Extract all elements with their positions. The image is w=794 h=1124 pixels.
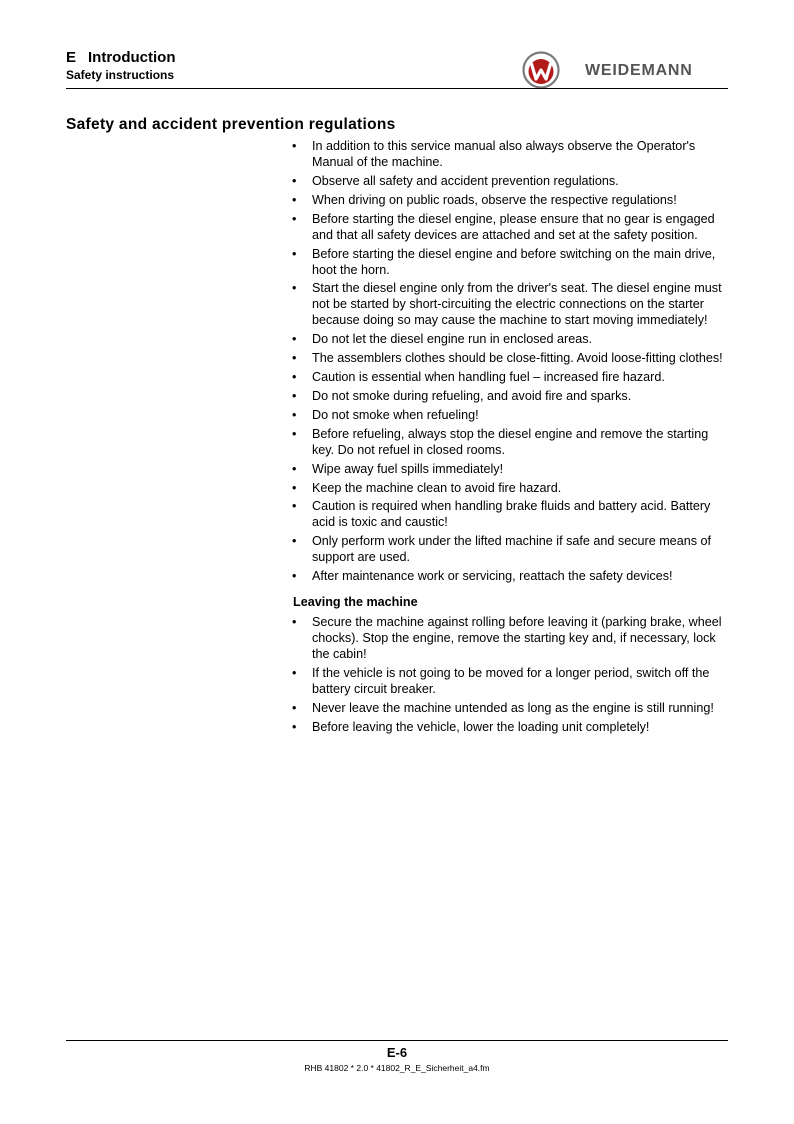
list-item-text: Do not smoke when refueling!	[312, 407, 479, 422]
list-item-text: After maintenance work or servicing, reattach the safety devices!	[312, 569, 673, 584]
list-item	[291, 461, 731, 477]
page-number: E-6	[386, 1045, 408, 1060]
list-item	[291, 407, 731, 423]
list-item	[291, 614, 731, 662]
list-item-text: Before starting the diesel engine and before switching on the main drive, hoot the horn.	[312, 246, 716, 277]
list-item-text: Only perform work under the lifted machine if safe and secure means of support are used.	[312, 534, 711, 565]
bullet-icon: •	[292, 173, 297, 188]
bullet-icon: •	[292, 281, 297, 296]
bullet-icon: •	[292, 701, 297, 716]
list-item-text: Before refueling, always stop the diesel engine and remove the starting key. Do not refuel in closed rooms.	[312, 426, 709, 457]
list-item-text: Observe all safety and accident prevention regulations.	[312, 173, 619, 188]
list-item	[291, 369, 731, 385]
list-item	[291, 350, 731, 366]
list-item	[291, 568, 731, 584]
list-item-text: When driving on public roads, observe the respective regulations!	[312, 192, 677, 207]
footer-divider	[66, 1040, 728, 1041]
list-item-text: Before leaving the vehicle, lower the loading unit completely!	[312, 719, 650, 734]
bullet-icon: •	[292, 246, 297, 261]
list-item-text: The assemblers clothes should be close-fitting. Avoid loose-fitting clothes!	[312, 351, 723, 366]
bullet-icon: •	[292, 461, 297, 476]
bullet-icon: •	[292, 534, 297, 549]
list-item	[291, 246, 731, 278]
chapter-name: Introduction	[88, 49, 176, 66]
bullet-icon: •	[292, 192, 297, 207]
chapter-title	[66, 49, 175, 66]
bullet-icon: •	[292, 666, 297, 681]
list-item	[291, 498, 731, 530]
content-column	[291, 138, 731, 738]
bullet-icon: •	[292, 499, 297, 514]
bullet-icon: •	[292, 615, 297, 630]
list-item	[291, 173, 731, 189]
list-item	[291, 280, 731, 328]
list-item	[291, 211, 731, 243]
section-title: Safety instructions	[66, 68, 175, 82]
safety-list	[291, 138, 731, 584]
bullet-icon: •	[292, 332, 297, 347]
list-item-text: If the vehicle is not going to be moved for a longer period, switch off the battery circuit breaker.	[312, 666, 710, 697]
leaving-machine-heading: Leaving the machine	[293, 595, 418, 610]
page-heading: Safety and accident prevention regulations	[66, 116, 396, 133]
bullet-icon: •	[292, 351, 297, 366]
list-item	[291, 426, 731, 458]
bullet-icon: •	[292, 211, 297, 226]
bullet-icon: •	[292, 569, 297, 584]
list-item-text: Do not let the diesel engine run in enclosed areas.	[312, 332, 593, 347]
weidemann-w-logo-icon	[522, 51, 560, 89]
bullet-icon: •	[292, 480, 297, 495]
list-item-text: Wipe away fuel spills immediately!	[312, 461, 504, 476]
list-item-text: Caution is essential when handling fuel – increased fire hazard.	[312, 370, 665, 385]
logo-wordmark: WEIDEMANN	[585, 62, 693, 79]
list-item-text: Caution is required when handling brake fluids and battery acid. Battery acid is toxic and caustic!	[312, 499, 711, 530]
list-item	[291, 138, 731, 170]
list-item-text: Never leave the machine untended as long as the engine is still running!	[312, 701, 714, 716]
list-item-text: Keep the machine clean to avoid fire hazard.	[312, 480, 562, 495]
bullet-icon: •	[292, 407, 297, 422]
list-item-text: Secure the machine against rolling before leaving it (parking brake, wheel chocks). Stop the engine, remove the starting key and, if necessary, lock the cabin!	[312, 615, 722, 662]
document-reference: RHB 41802 * 2.0 * 41802_R_E_Sicherheit_a4.fm	[304, 1063, 490, 1073]
bullet-icon: •	[292, 139, 297, 153]
list-item	[291, 700, 731, 716]
list-item	[291, 533, 731, 565]
list-item	[291, 480, 731, 496]
list-item-text: In addition to this service manual also always observe the Operator's Manual of the machine.	[312, 139, 696, 169]
list-item-text: Start the diesel engine only from the driver's seat. The diesel engine must not be started by short-circuiting the electric connections on the starter because doing so may cause the machine to start moving immediately!	[312, 281, 722, 328]
list-item	[291, 719, 731, 735]
list-item	[291, 331, 731, 347]
bullet-icon: •	[292, 370, 297, 385]
list-item-text: Do not smoke during refueling, and avoid fire and sparks.	[312, 389, 632, 404]
bullet-icon: •	[292, 426, 297, 441]
bullet-icon: •	[292, 719, 297, 734]
bullet-icon: •	[292, 389, 297, 404]
list-item	[291, 665, 731, 697]
list-item-text: Before starting the diesel engine, please ensure that no gear is engaged and that all safety devices are attached and set at the safety position.	[312, 211, 715, 242]
weidemann-logo	[522, 51, 732, 89]
list-item	[291, 388, 731, 404]
header-divider	[66, 88, 728, 89]
leaving-machine-list	[291, 614, 731, 735]
list-item	[291, 192, 731, 208]
chapter-letter: E	[66, 49, 77, 66]
